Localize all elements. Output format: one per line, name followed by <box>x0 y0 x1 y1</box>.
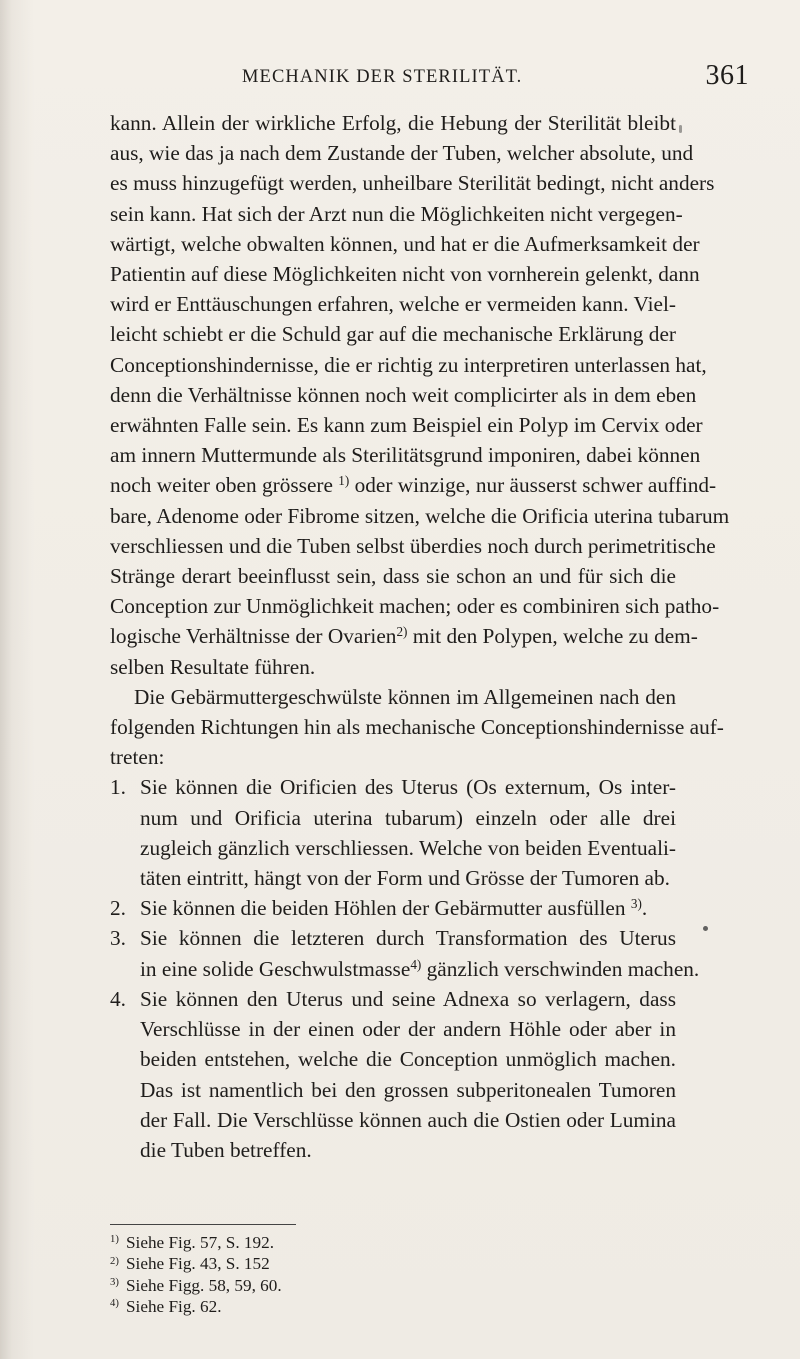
text-fragment: mit den Polypen, welche zu dem- <box>407 624 698 649</box>
text-line: die Tuben betreffen. <box>140 1137 312 1162</box>
body-text <box>110 108 730 1165</box>
text-line <box>110 470 717 500</box>
text-line: der Fall. Die Verschlüsse können auch die Ostien oder Lumina <box>140 1107 676 1132</box>
text-line: treten: <box>110 745 165 770</box>
text-fragment: Sie können die beiden Höhlen der Gebärmutter ausfüllen <box>140 896 631 921</box>
paragraph-1 <box>110 108 730 682</box>
text-line: zugleich gänzlich verschliessen. Welche von beiden Eventuali- <box>140 835 676 860</box>
paragraph-2 <box>110 682 724 773</box>
numbered-list <box>110 772 700 1165</box>
footnote-4: $^{4)}$ Siehe Fig. 62. <box>110 1296 222 1316</box>
text-line: Die Gebärmuttergeschwülste können im Allgemeinen nach den <box>134 684 676 709</box>
text-line <box>140 954 700 984</box>
list-number: 1. <box>110 775 126 800</box>
list-item-1 <box>110 772 676 893</box>
text-line <box>140 893 676 923</box>
footnote-1: $^{1)}$ Siehe Fig. 57, S. 192. <box>110 1233 275 1252</box>
text-fragment: logische Verhältnisse der Ovarien <box>110 624 397 649</box>
text-line: am innern Muttermunde als Sterilitätsgrund imponiren, dabei können <box>110 443 701 468</box>
footnote-reference-3[interactable]: 3) <box>630 896 642 912</box>
text-line: Sie können die Orificien des Uterus (Os externum, Os inter- <box>140 775 676 800</box>
text-line: Sie können den Uterus und seine Adnexa so verlagern, dass <box>140 986 676 1011</box>
text-line: Sie können die letzteren durch Transformation des Uterus <box>140 926 676 951</box>
footnote-text: Siehe Fig. 43, S. 152 <box>126 1254 270 1274</box>
text-line: num und Orificia uterina tubarum) einzeln oder alle drei <box>140 805 676 830</box>
footnote-text: Siehe Figg. 58, 59, 60. <box>126 1275 282 1295</box>
footnote-reference-2[interactable]: 2) <box>396 624 408 640</box>
text-line: beiden entstehen, welche die Conception unmöglich machen. <box>140 1047 676 1072</box>
text-line: sein kann. Hat sich der Arzt nun die Möglichkeiten nicht vergegen- <box>110 201 683 226</box>
list-number: 3. <box>110 926 126 951</box>
text-line: täten eintritt, hängt von der Form und Grösse der Tumoren ab. <box>140 866 670 891</box>
page-number: 361 <box>705 60 749 91</box>
text-line: selben Resultate führen. <box>110 654 316 679</box>
text-line: kann. Allein der wirkliche Erfolg, die Hebung der Sterilität bleibt <box>110 111 676 135</box>
footnote-reference-4[interactable]: 4) <box>410 956 422 972</box>
list-item-4 <box>110 984 676 1165</box>
text-line: Das ist namentlich bei den grossen subperitonealen Tumoren <box>140 1077 676 1102</box>
text-line <box>110 621 698 651</box>
text-line: bare, Adenome oder Fibrome sitzen, welche die Orificia uterina tubarum <box>110 503 730 528</box>
text-line: es muss hinzugefügt werden, unheilbare Sterilität bedingt, nicht anders <box>110 171 715 196</box>
footnote-reference-1[interactable]: 1) <box>338 473 350 489</box>
text-line: folgenden Richtungen hin als mechanische Conceptionshindernisse auf- <box>110 715 724 740</box>
ink-speck <box>703 926 708 931</box>
text-line: verschliessen und die Tuben selbst überdies noch durch perimetritische <box>110 533 716 558</box>
text-line: wird er Enttäuschungen erfahren, welche er vermeiden kann. Viel- <box>110 292 676 317</box>
text-line: aus, wie das ja nach dem Zustande der Tuben, welcher absolute, und <box>110 141 694 166</box>
text-line: Patientin auf diese Möglichkeiten nicht von vornherein gelenkt, dann <box>110 262 700 287</box>
text-line: Verschlüsse in der einen oder der andern Höhle oder aber in <box>140 1017 676 1042</box>
list-number: 4. <box>110 986 126 1011</box>
text-line: Conceptionshindernisse, die er richtig zu interpretiren unterlassen hat, <box>110 352 707 377</box>
text-fragment: noch weiter oben grössere <box>110 473 339 498</box>
text-line: denn die Verhältnisse können noch weit complicirter als in dem eben <box>110 382 697 407</box>
text-line: Stränge derart beeinflusst sein, dass sie schon an und für sich die <box>110 564 676 589</box>
footnote-text: Siehe Fig. 62. <box>126 1296 222 1316</box>
footnotes <box>110 1232 350 1317</box>
running-title: MECHANIK DER STERILITÄT. <box>242 67 523 87</box>
text-fragment: gänzlich verschwinden machen. <box>421 956 700 981</box>
footnote-2: $^{2)}$ Siehe Fig. 43, S. 152 <box>110 1254 270 1274</box>
page-header <box>0 58 800 98</box>
text-line: erwähnten Falle sein. Es kann zum Beispiel ein Polyp im Cervix oder <box>110 413 703 438</box>
list-item-2 <box>110 893 676 923</box>
list-number: 2. <box>110 896 126 921</box>
footnote-3: $^{3)}$ Siehe Figg. 58, 59, 60. <box>110 1275 282 1295</box>
list-item-3 <box>110 923 700 983</box>
text-line: Conception zur Unmöglichkeit machen; oder es combiniren sich patho- <box>110 594 720 619</box>
text-fragment: oder winzige, nur äusserst schwer auffind- <box>349 473 717 498</box>
footnote-divider <box>110 1224 296 1225</box>
text-line: wärtigt, welche obwalten können, und hat er die Aufmerksamkeit der <box>110 231 700 256</box>
footnote-text: Siehe Fig. 57, S. 192. <box>126 1233 275 1252</box>
text-fragment: in eine solide Geschwulstmasse <box>140 956 411 981</box>
text-line: leicht schiebt er die Schuld gar auf die mechanische Erklärung der <box>110 322 676 347</box>
ink-speck <box>679 125 682 133</box>
text-fragment: . <box>641 896 648 921</box>
